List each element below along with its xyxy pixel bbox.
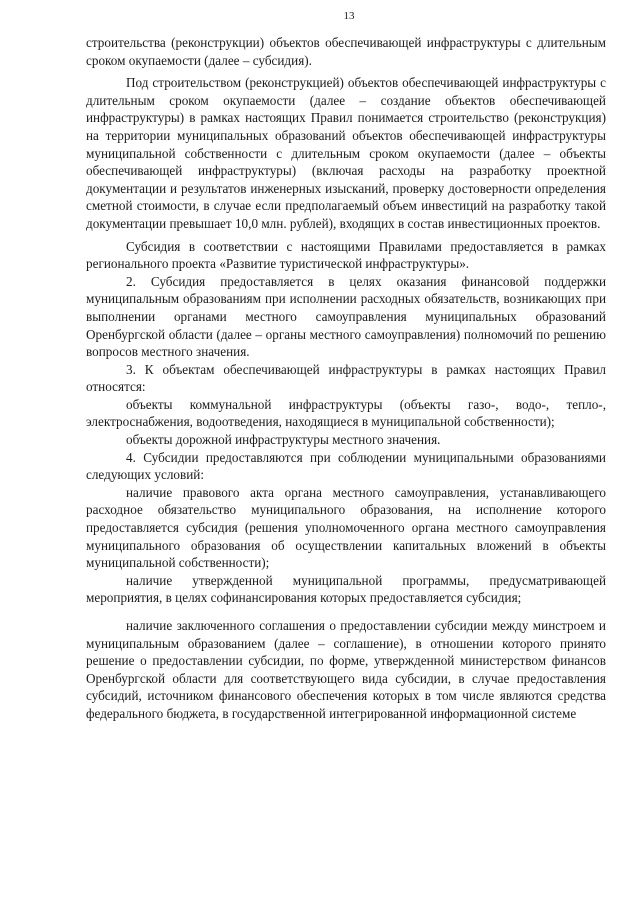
paragraph-1: строительства (реконструкции) объектов обеспечивающей инфраструктуры с длительным сроком окупаемости (далее – субсидия). [86,35,606,68]
paragraph-10: наличие утвержденной муниципальной программы, предусматривающей мероприятия, в целях софинансирования которых предоставляется субсидия; [86,572,606,606]
paragraph-9: наличие правового акта органа местного самоуправления, устанавливающего расходное обязательство муниципального образования, на исполнение которого предоставляется субсидия (решения уполномоченного органа местного самоуправления муниципального образования об осуществлении капитальных вложений в объекты муниципальной собственности); [86,484,606,571]
paragraph-6: объекты коммунальной инфраструктуры (объекты газо-, водо-, тепло-, электроснабжения, водоотведения, находящиеся в муниципальной собственности); [86,396,606,430]
paragraph-2: Под строительством (реконструкцией) объектов обеспечивающей инфраструктуры с длительным сроком окупаемости (далее – создание объектов обеспечивающей инфраструктуры) в рамках настоящих Правил понимается строительство (реконструкция) на территории муниципальных образований объектов обеспечивающей инфраструктуры муниципальной собственности с длительным сроком окупаемости (далее – объекты обеспечивающей инфраструктуры) (включая расходы на разработку проектной документации и результатов инженерных изысканий, проверку достоверности определения сметной стоимости, в случае если предполагаемый объем инвестиций на разработку такой документации превышает 10,0 млн. рублей), входящих в состав инвестиционных проектов. [86,75,606,231]
paragraph-7: объекты дорожной инфраструктуры местного значения. [126,432,441,448]
paragraph-3: Субсидия в соответствии с настоящими Правилами предоставляется в рамках регионального проекта «Развитие туристической инфраструктуры». [86,238,606,272]
paragraph-5: 3. К объектам обеспечивающей инфраструктуры в рамках настоящих Правил относятся: [86,361,606,395]
document-body [86,34,606,723]
paragraph-11: наличие заключенного соглашения о предоставлении субсидии между минстроем и муниципальным образованием (далее – соглашение), в отношении которого принято решение о предоставлении субсидии, по форме, утвержденной министерством финансов Оренбургской области для соответствующего вида субсидии, в случае предоставления субсидий, источником финансового обеспечения которых в том числе являются средства федерального бюджета, в государственной интегрированной информационной системе [86,618,606,721]
page-number: 13 [343,10,355,22]
paragraph-4: 2. Субсидия предоставляется в целях оказания финансовой поддержки муниципальным образованиям при исполнении расходных обязательств, возникающих при выполнении органами местного самоуправления муниципальных образований Оренбургской области (далее – органы местного самоуправления) полномочий по решению вопросов местного значения. [86,273,606,360]
paragraph-8: 4. Субсидии предоставляются при соблюдении муниципальными образованиями следующих условий: [86,449,606,483]
